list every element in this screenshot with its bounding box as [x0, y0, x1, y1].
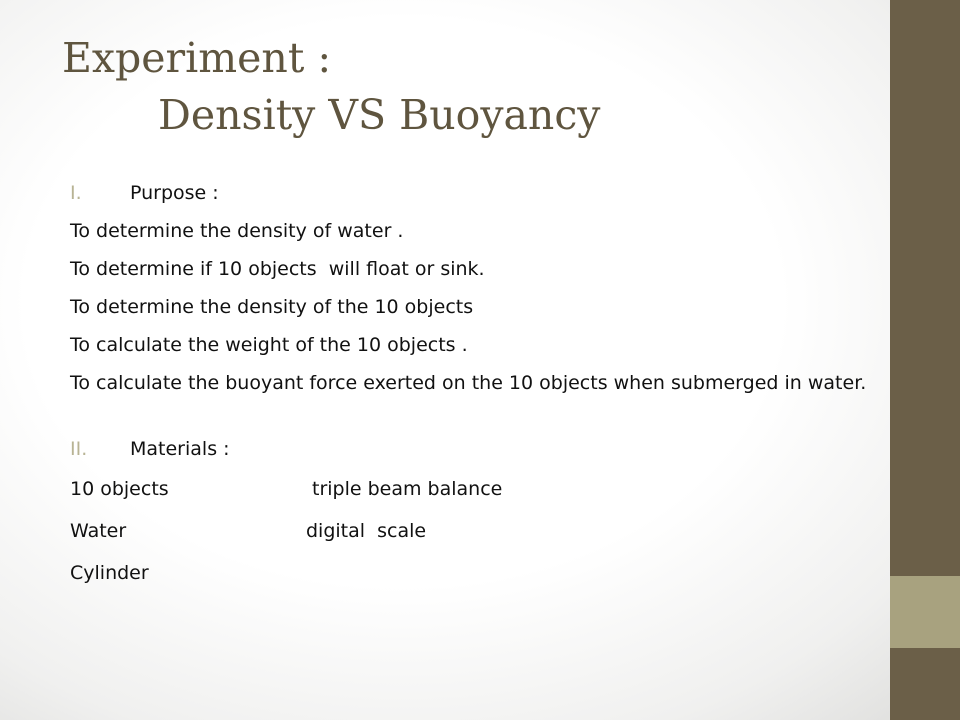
materials-heading-label: Materials :: [130, 438, 230, 460]
slide-body: [70, 174, 870, 594]
materials-heading: [70, 430, 870, 468]
purpose-item: To determine the density of the 10 objects: [70, 296, 474, 318]
materials-numeral: II.: [70, 438, 88, 460]
materials-row: [70, 468, 870, 510]
purpose-item: To determine if 10 objects will float or sink.: [70, 258, 485, 280]
material-item: Water: [70, 520, 127, 542]
purpose-numeral: I.: [70, 182, 82, 204]
title-line-1: Experiment :: [62, 34, 332, 82]
title-line-2: Density VS Buoyancy: [158, 90, 601, 139]
material-item: 10 objects: [70, 478, 169, 500]
sidebar-accent-block: [890, 576, 960, 648]
materials-row: [70, 510, 870, 552]
purpose-item: To calculate the buoyant force exerted on the 10 objects when submerged in water.: [70, 372, 867, 394]
purpose-heading-label: Purpose :: [130, 182, 219, 204]
purpose-heading: [70, 174, 870, 212]
section-spacer: [70, 400, 870, 430]
materials-row: [70, 552, 870, 594]
material-item: triple beam balance: [312, 478, 503, 500]
purpose-item: To calculate the weight of the 10 objects .: [70, 334, 468, 356]
slide-title: [62, 30, 862, 143]
material-item: Cylinder: [70, 562, 149, 584]
purpose-item: To determine the density of water .: [70, 220, 404, 242]
material-item: digital scale: [306, 520, 427, 542]
